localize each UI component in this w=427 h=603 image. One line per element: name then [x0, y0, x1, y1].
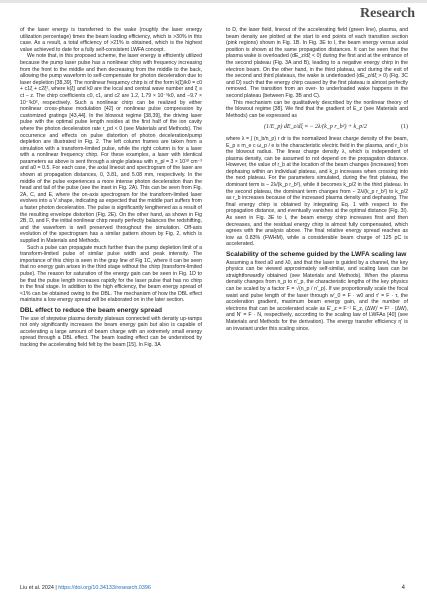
right-column — [226, 27, 408, 332]
footer-citation — [20, 585, 151, 591]
left-paragraph-1: of the laser energy is transferred to the wake (roughly the laser energy utilization percentage) times the beam loading efficiency, which is >30% in this case. As a result, a total efficiency of >21% is obtained, which is the highest value achieved to date for a fully self-consistent LWFA concept. — [20, 27, 202, 53]
journal-title: Research — [360, 6, 415, 21]
header-rule — [0, 0, 427, 3]
doi-link[interactable]: https://doi.org/10.34133/research.0396 — [58, 585, 151, 591]
section-heading-dbl: DBL effect to reduce the beam energy spread — [20, 306, 163, 314]
section-heading-scalability: Scalability of the scheme guided by the LWFA scaling law — [226, 251, 407, 258]
left-paragraph-3: Such a pulse can propagate much further than the pump depletion limit of a transform-limited pulse of similar pulse width and peak intensity. The importance of this chirp is seen in the gray line of Fig 1C, where it can be seen that no energy gain arises in the third stage without the chirp (transform-limited pulse). The reason for saturation of the energy gain can be seen in Fig. 1D to be that the pulse length increases rapidly for the laser pulse that has no chirp in the final stage. In addition to the high efficiency, the beam energy spread of <1% can be obtained owing to the DBL. The mechanism of how the DBL effect maintains a low energy spread will be elaborated on in the later section. — [20, 244, 202, 304]
equation-1 — [226, 124, 408, 131]
left-section-paragraph: The use of stepwise plasma density plateaus connected with density up-ramps not only significantly increases the beam energy gain but also is capable of accelerating a large amount of beam charge with an extremely small energy spread through a DBL effect. The beam loading effect can be understood by tracking the accelerating field felt by the beam [15]. In Fig. 3A — [20, 315, 202, 348]
right-paragraph-1: to D, the laser field, lineout of the accelerating field (green line), plasma, and beam density are plotted at the start to end points of each transition section (pink regions) shown in Fig. 1B. In Fig. 3E to I, the beam energy versus axial position is shown at the same propagation distances. It can be seen that the plasma wake is overloaded (dE_z/dξ < 0) during the first and at the entrance of the second plateau (Fig. 3A and B), leading to a negative energy chirp in the electron beam. On the other hand, in the third plateau, and during the exit of the second and third plateaus, the wake is underloaded (dE_z/dξ > 0) (Fig. 3C and D) such that the energy chirp caused by the first plateau is almost perfectly removed. The transition from an over- to underloaded wake happens in the second plateau (between Fig. 3B and C). — [226, 27, 408, 99]
right-section-paragraph: Assuming a fixed a0 and λ0, and that the laser is guided by a channel, the key physics can be viewed approximately self-similar, and scaling laws can be straightforwardly obtained (see Materials and Methods). When the plasma density changes from n_p to n'_p, the characteristic lengths of the key physics can be scaled by a factor F = √(n_p / n'_p). If we proportionally scale the focal waist and pulse length of the laser through w'_0 = F · w0 and τ' = F · τ, the acceleration gradient, maximum beam energy gain, and the number of electrons that can be accelerated scale as E'_z = F⁻¹ E_z, (ΔW)' = F² · (ΔW), and N' = F · N, respectively, according to the scaling law of LWFAs [40] (see Materials and Methods for the derivation). The energy transfer efficiency η' is an invariant under this scaling since. — [226, 259, 408, 332]
left-column — [20, 27, 202, 349]
page-number: 4 — [401, 585, 405, 591]
citation-text: Liu et al. 2024 | — [20, 585, 59, 591]
equation-number: (1) — [401, 124, 408, 131]
left-paragraph-2: We note that, in this proposed scheme, the laser energy is efficiently utilized because the pump laser pulse has a nonlinear chirp with frequency increasing from the front to the middle and then decreasing from the middle to the back, allowing the pump waveform to self-compensate for photon deceleration due to laser depletion [38,39]. The nonlinear frequency chirp is of the form k(ξ)/k0 = c0 + c1ξ + c2ξ², where k(ξ) and k0 are the local and central wave number and ξ ≡ ct − z. The chirp coefficients c0, c1, and c2 are 1.2, 1.79 × 10⁻⁵k0, and −9.7 × 10⁻¹k0², respectively. Such a nonlinear chirp can be realized by either nonlinear cross-phase modulation [42] or nonlinear pulse compression by customized gratings [43,44]. In the blowout regime [38,39], the driving laser pulse with the optimal pulse length resides at the first half of the ion cavity where the photon deceleration rate r_pd < 0 (see Materials and Methods). The occurrence and effects on pulse distortion of photon deceleration/pump depletion are illustrated in Fig. 2. The left column frames are taken from a simulation with a transform-limited pulse, while the right column is for a laser with a nonlinear frequency chirp. For these examples, a laser with identical parameters as above is sent through a single plateau with n_pl = 3 × 10¹⁸ cm⁻³ and a0 = 0.5. For each case, the axial lineout and spectrogram of the laser are shown at propagation distances, 0, 3.81, and 5.08 mm, respectively. In the middle of the pulse experiences a more intense photon deceleration than the head and tail of the pulse (see the inset in Fig. 2A). This can be seen from Fig. 2A, C, and E, where the on-axis spectrogram for the transform-limited laser evolves into a V shape, indicating as expected that the middle part suffers from a faster photon deceleration. The pulse is significantly lengthened as a result of the resulting envelope distortion (Fig. 2E). On the other hand, as shown in Fig 2B, D, and F, the initial nonlinear chirp nearly perfectly balances the redshifting, and the waveform is well preserved throughout the simulation. Off-axis evolution of the spectrogram has a similar pattern shown by Fig. 2, which is supplied in Materials and Methods. — [20, 53, 203, 244]
right-paragraph-2: This mechanism can be qualitatively described by the nonlinear theory of the blowout regime [38]. We find that the gradient of E_z (see Materials and Methods) can be expressed as — [226, 99, 408, 119]
equation-body: (1/E_p) dE_z/dξ ≈ − 2λ/(k_p r_b²) + k_p/2 — [264, 124, 367, 131]
right-paragraph-3: where λ = ∫ (n_b/n_p) r dr is the normalized linear charge density of the beam, E_p ≡ m_e c ω_p / e is the characteristic electric field in the plasma, and r_b is the blowout radius. The linear charge density λ, which is independent of plasma density, can be assumed to not depend on the propagation distance. However, the value of r_b at the location of the beam changes (increases) from dephasing within an individual plateau, and k_p increases when crossing into the next plateau. For the parameters simulated, during the first plateau, the dominant term is − 2λ/(k_p r_b²), while it becomes k_p/2 in the third plateau. In the second plateau, the dominant term changes from − 2λ/(k_p r_b²) to k_p/2 as r_b increases because of the increased plasma density and dephasing. The final energy chirp is obtained by integrating Eq. 1 with respect to the propagation distance, and eventually vanishes at the optimal distance (Fig. 3I). As seen in Fig. 3E to I, the beam energy chirp increases first and then decreases, and the residual energy chirp is almost fully compensated, which agrees with the analysis above. The final relative energy spread reaches as low as 0.83% (FWHM), while a considerable beam charge of 125 pC is accelerated. — [226, 135, 408, 248]
